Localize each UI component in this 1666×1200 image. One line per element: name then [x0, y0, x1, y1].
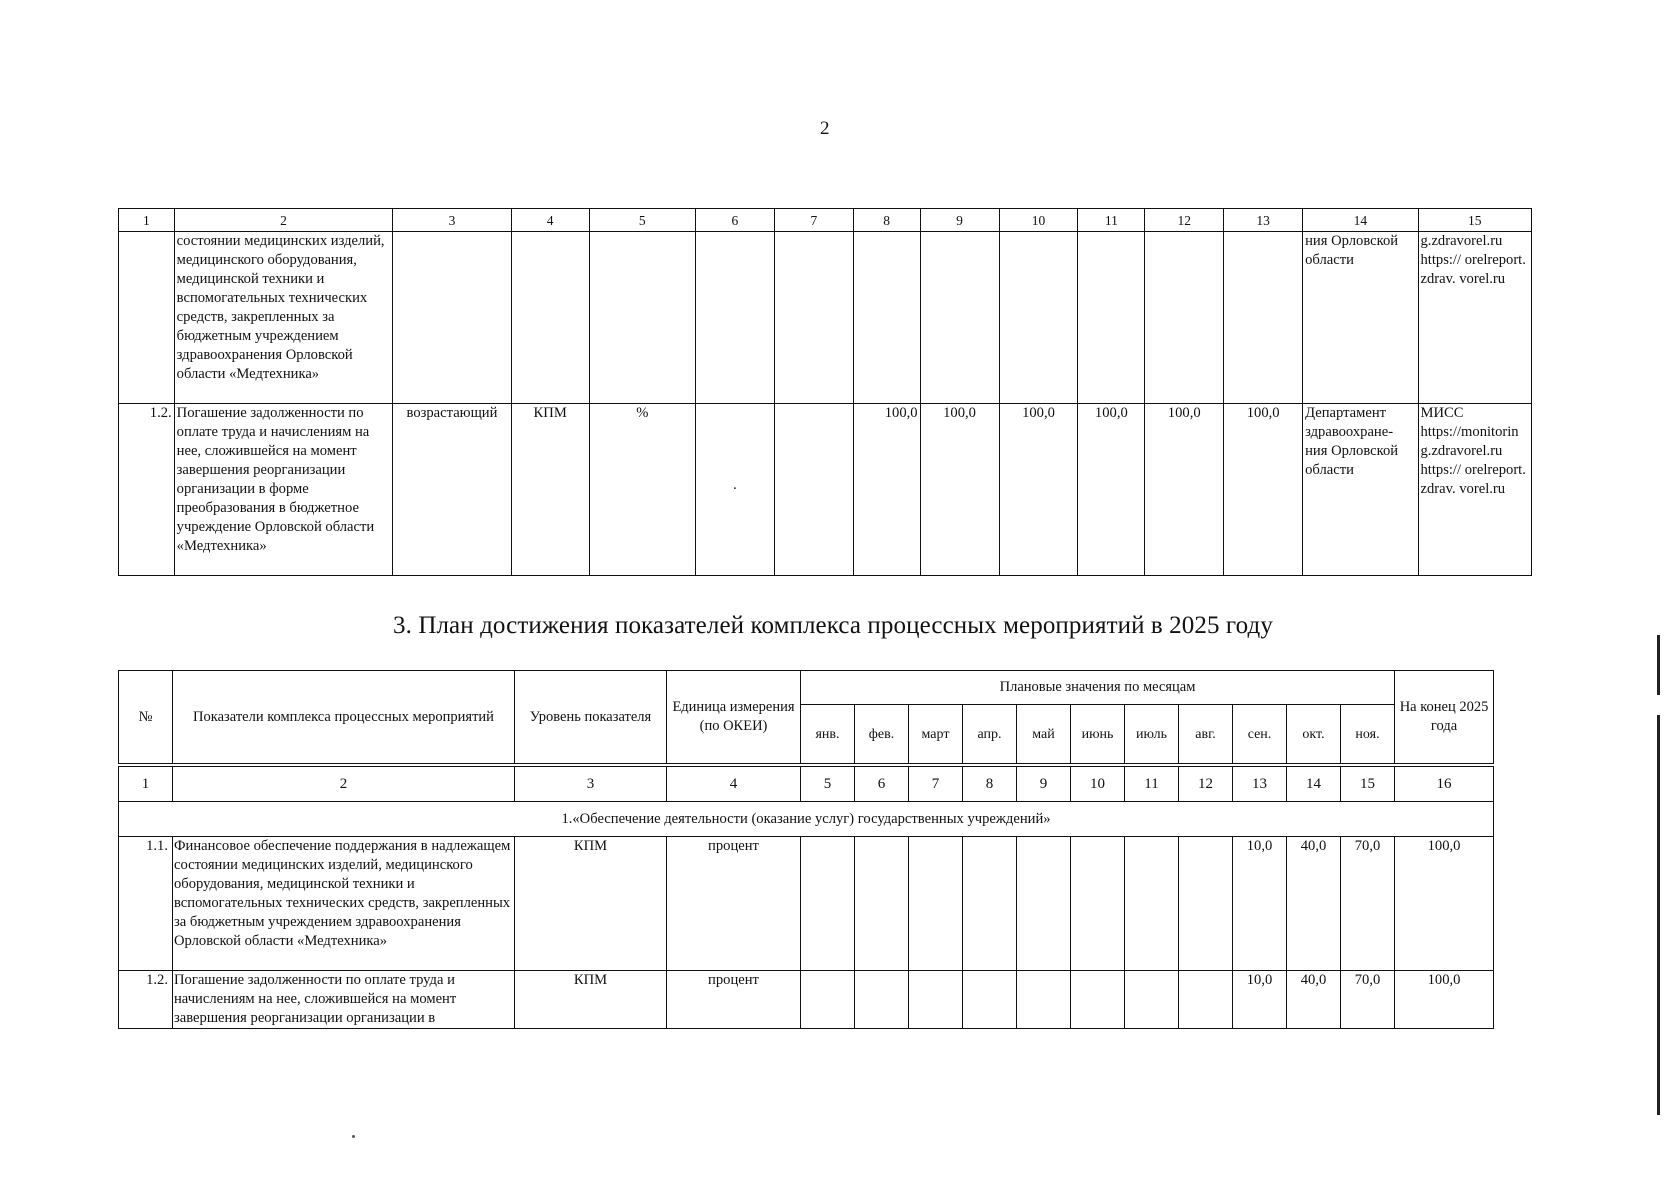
unit: процент [667, 971, 801, 1029]
column-number-row [119, 765, 1494, 802]
header-end-of-year: На конец 2025 года [1395, 671, 1494, 766]
col-index: 13 [1233, 765, 1287, 802]
scan-edge-mark [1657, 635, 1660, 695]
value-9: 100,0 [920, 404, 999, 576]
value-nov: 70,0 [1341, 837, 1395, 971]
indicator-level: КПМ [515, 837, 667, 971]
col-index: 7 [909, 765, 963, 802]
value-sep: 10,0 [1233, 971, 1287, 1029]
page-number: 2 [820, 118, 830, 139]
col-header: 9 [920, 209, 999, 232]
indicators-table-continuation [118, 208, 1532, 576]
scan-speck [352, 1135, 355, 1138]
col-index: 8 [963, 765, 1017, 802]
indicator-name: состоянии медицинских изделий, медицинского оборудования, медицинской техники и вспомогательных технических средств, закрепленных за бюджетным учреждением здравоохранения Орловской области «Медтехника» [174, 232, 393, 404]
table-row [119, 837, 1494, 971]
col-index: 11 [1125, 765, 1179, 802]
trend-direction: возрастающий [393, 404, 511, 576]
month-header: ноя. [1341, 705, 1395, 766]
col-header: 3 [393, 209, 511, 232]
value-10: 100,0 [999, 404, 1078, 576]
table-row [119, 971, 1494, 1029]
month-header: сен. [1233, 705, 1287, 766]
col-index: 1 [119, 765, 173, 802]
table-row [119, 232, 1532, 404]
info-system: g.zdravorel.ru https:// orelreport. zdrav. vorel.ru [1418, 232, 1532, 404]
value-end: 100,0 [1395, 971, 1494, 1029]
col-header: 12 [1145, 209, 1224, 232]
indicator-level: КПМ [515, 971, 667, 1029]
month-header: март [909, 705, 963, 766]
col-header: 10 [999, 209, 1078, 232]
row-number: 1.1. [119, 837, 173, 971]
col-header: 1 [119, 209, 175, 232]
col-index: 3 [515, 765, 667, 802]
col-index: 10 [1071, 765, 1125, 802]
col-index: 14 [1287, 765, 1341, 802]
col-index: 9 [1017, 765, 1071, 802]
indicator-level: КПМ [511, 404, 589, 576]
indicator-name: Погашение задолженности по оплате труда и начислениям на нее, сложившейся на момент завершения реорганизации организации в [173, 971, 515, 1029]
header-num: № [119, 671, 173, 766]
col-header: 15 [1418, 209, 1532, 232]
row-number: 1.2. [119, 404, 175, 576]
monthly-plan-table [118, 670, 1494, 1029]
header-level: Уровень показателя [515, 671, 667, 766]
col-header: 13 [1224, 209, 1303, 232]
month-header: фев. [855, 705, 909, 766]
row-number: 1.2. [119, 971, 173, 1029]
month-header: янв. [801, 705, 855, 766]
month-header: окт. [1287, 705, 1341, 766]
col-index: 2 [173, 765, 515, 802]
section-name: 1.«Обеспечение деятельности (оказание услуг) государственных учреждений» [119, 802, 1494, 837]
info-system: МИСС https://monitorin g.zdravorel.ru https:// orelreport. zdrav. vorel.ru [1418, 404, 1532, 576]
col-header: 2 [174, 209, 393, 232]
value-12: 100,0 [1145, 404, 1224, 576]
table-row [119, 404, 1532, 576]
scan-edge-mark [1657, 715, 1660, 1115]
col-header: 11 [1078, 209, 1145, 232]
indicator-name: Погашение задолженности по оплате труда и начислениям на нее, сложившейся на момент завершения реорганизации организации в форме преобразования в бюджетное учреждение Орловской области «Медтехника» [174, 404, 393, 576]
section-row [119, 802, 1494, 837]
value-13: 100,0 [1224, 404, 1303, 576]
value-8: 100,0 [853, 404, 920, 576]
col-header: 14 [1303, 209, 1418, 232]
col-index: 15 [1341, 765, 1395, 802]
value-nov: 70,0 [1341, 971, 1395, 1029]
header-planned: Плановые значения по месяцам [801, 671, 1395, 705]
col-index: 6 [855, 765, 909, 802]
value-11: 100,0 [1078, 404, 1145, 576]
month-header: июнь [1071, 705, 1125, 766]
col-header: 7 [774, 209, 853, 232]
col-index: 5 [801, 765, 855, 802]
unit: % [589, 404, 695, 576]
column-number-row [119, 209, 1532, 232]
col-index: 16 [1395, 765, 1494, 802]
responsible-org: ния Орловской области [1303, 232, 1418, 404]
value-oct: 40,0 [1287, 837, 1341, 971]
month-header: авг. [1179, 705, 1233, 766]
col-header: 6 [695, 209, 774, 232]
indicator-name: Финансовое обеспечение поддержания в надлежащем состоянии медицинских изделий, медицинского оборудования, медицинской техники и вспомогательных технических средств, закрепленных за бюджетным учреждением здравоохранения Орловской области «Медтехника» [173, 837, 515, 971]
month-header: июль [1125, 705, 1179, 766]
col-index: 12 [1179, 765, 1233, 802]
value-sep: 10,0 [1233, 837, 1287, 971]
col-header: 8 [853, 209, 920, 232]
value-oct: 40,0 [1287, 971, 1341, 1029]
responsible-org: Департамент здравоохране- ния Орловской области [1303, 404, 1418, 576]
dot-mark: · [695, 404, 774, 576]
month-header: апр. [963, 705, 1017, 766]
unit: процент [667, 837, 801, 971]
col-header: 5 [589, 209, 695, 232]
month-header: май [1017, 705, 1071, 766]
col-header: 4 [511, 209, 589, 232]
col-index: 4 [667, 765, 801, 802]
value-end: 100,0 [1395, 837, 1494, 971]
header-unit: Единица измерения (по ОКЕИ) [667, 671, 801, 766]
header-indicator: Показатели комплекса процессных мероприятий [173, 671, 515, 766]
section-title: 3. План достижения показателей комплекса процессных мероприятий в 2025 году [393, 612, 1273, 639]
